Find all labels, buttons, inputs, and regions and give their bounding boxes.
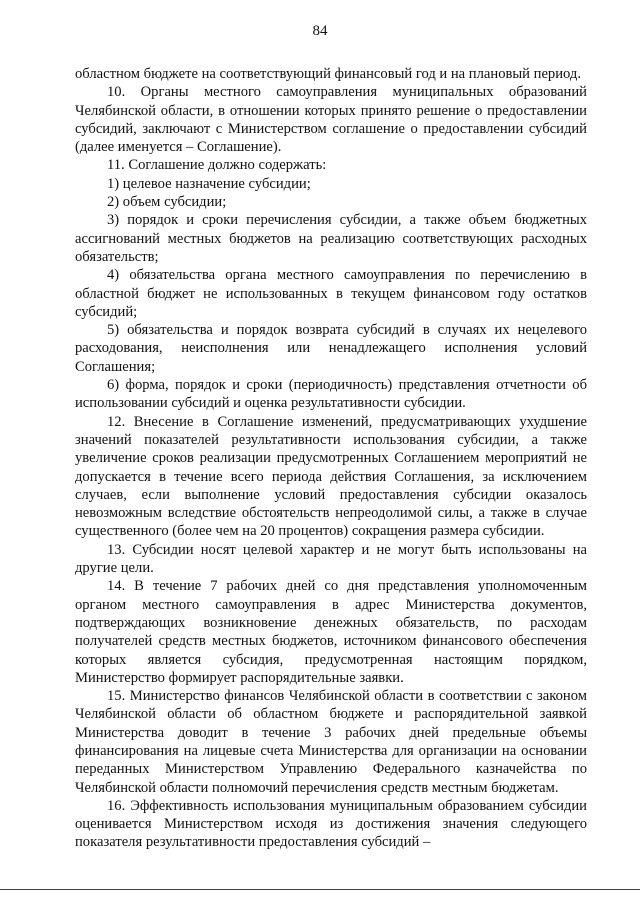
document-body <box>75 65 587 852</box>
list-item-11-3: 3) порядок и сроки перечисления субсидии, а также объем бюджетных ассигнований местных бюджетов на реализацию соответствующих расходных обязательств; <box>75 212 587 265</box>
list-item-11-2: 2) объем субсидии; <box>107 194 227 211</box>
paragraph-15: 15. Министерство финансов Челябинской области в соответствии с законом Челябинской области об областном бюджете и распорядительной заявкой Министерства доводит в течение 3 рабочих дней предельные объемы финансирования на лицевые счета Министерства для организации на основании переданных Министерством Управлению Федерального казначейства по Челябинской области полномочий перечисления средств местным бюджетам. <box>75 688 587 796</box>
paragraph-10: 10. Органы местного самоуправления муниципальных образований Челябинской области, в отношении которых принято решение о предоставлении субсидий, заключают с Министерством соглашение о предоставлении субсидий (далее именуется – Соглашение). <box>75 84 587 156</box>
paragraph-16: 16. Эффективность использования муниципальным образованием субсидии оценивается Министерством исходя из достижения значения следующего показателя результативности предоставления субсидий – <box>75 797 587 851</box>
paragraph-12: 12. Внесение в Соглашение изменений, предусматривающих ухудшение значений показателей результативности использования субсидии, а также увеличение сроков реализации предусмотренных Соглашением мероприятий не допускается в течение всего периода действия Соглашения, за исключением случаев, если выполнение условий предоставления субсидии оказалось невозможным вследствие обстоятельств непреодолимой силы, а также в случае существенного (более чем на 20 процентов) сокращения размера субсидии. <box>75 413 587 540</box>
list-item-11-6: 6) форма, порядок и сроки (периодичность) представления отчетности об использовании субсидий и оценка результативности субсидии. <box>75 377 587 412</box>
paragraph-11: 11. Соглашение должно содержать: <box>107 157 327 174</box>
paragraph-14: 14. В течение 7 рабочих дней со дня представления уполномоченным органом местного самоуправления в адрес Министерства документов, подтверждающих возникновение денежных обязательств, по расходам получателей средств местных бюджетов, источником финансового обеспечения которых является субсидия, предусмотренная настоящим порядком, Министерство формирует распорядительные заявки. <box>75 578 587 686</box>
list-item-11-5: 5) обязательства и порядок возврата субсидий в случаях их нецелевого расходования, неисполнения или ненадлежащего исполнения условий Соглашения; <box>75 322 587 375</box>
list-item-11-1: 1) целевое назначение субсидии; <box>107 175 311 192</box>
list-item-11-4: 4) обязательства органа местного самоуправления по перечислению в областной бюджет не использованных в текущем финансовом году остатков субсидий; <box>75 267 587 320</box>
page-number: 84 <box>312 23 328 39</box>
paragraph-13: 13. Субсидии носят целевой характер и не могут быть использованы на другие цели. <box>75 541 587 577</box>
paragraph-continuation: областном бюджете на соответствующий финансовый год и на плановый период. <box>75 66 581 82</box>
page-bottom-edge <box>0 889 640 890</box>
